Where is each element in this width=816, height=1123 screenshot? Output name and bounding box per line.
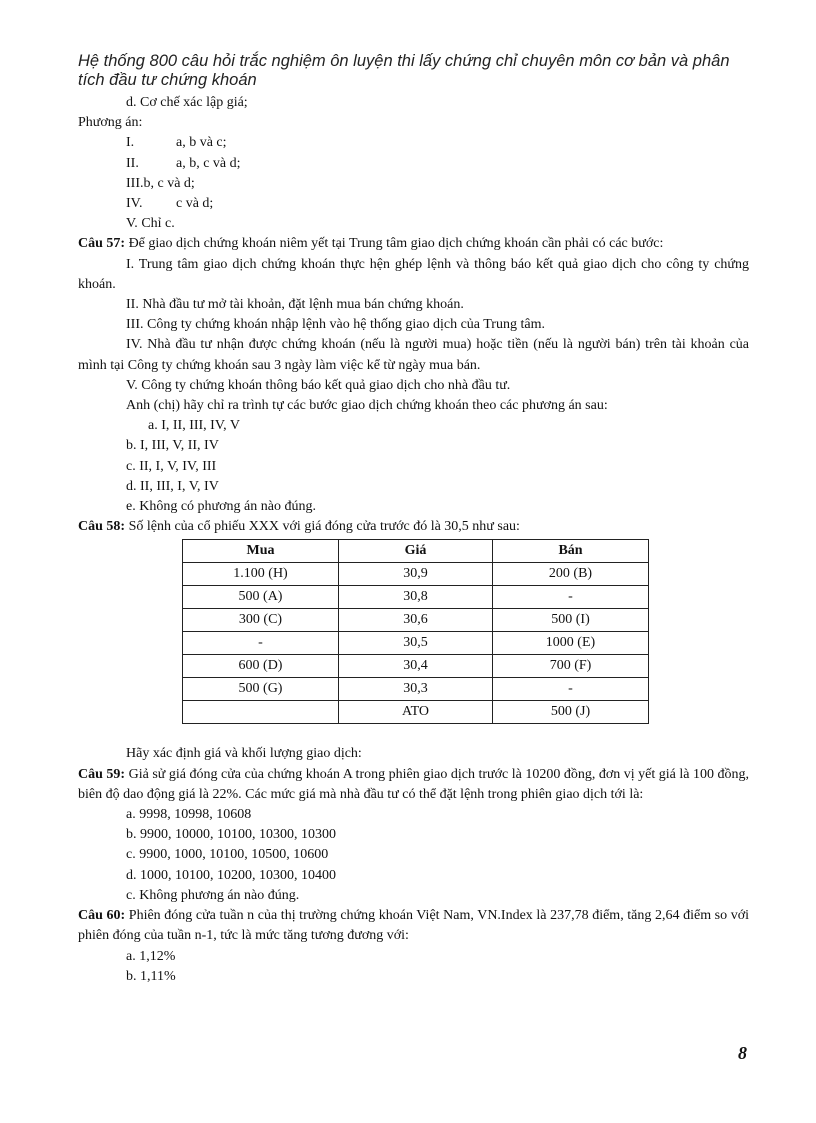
q59-answer: b. 9900, 10000, 10100, 10300, 10300 — [126, 827, 336, 843]
cell-price: ATO — [339, 701, 493, 724]
page-header: Hệ thống 800 câu hỏi trắc nghiệm ôn luyện thi lấy chứng chỉ chuyên môn cơ bản và phân tích đầu tư chứng khoán — [78, 52, 730, 89]
option-number: II. — [126, 155, 139, 171]
option-number: I. — [126, 135, 135, 151]
cell-sell: 200 (B) — [493, 563, 649, 586]
cell-price: 30,3 — [339, 678, 493, 701]
cell-price: 30,5 — [339, 632, 493, 655]
cell-sell: 700 (F) — [493, 655, 649, 678]
option-text: a, b, c và d; — [176, 155, 241, 171]
q59-answer: c. 9900, 1000, 10100, 10500, 10600 — [126, 847, 329, 863]
option-text: c và d; — [176, 196, 214, 212]
phuong-an-option — [78, 214, 749, 234]
q57-step: III. Công ty chứng khoán nhập lệnh vào hệ thống giao dịch của Trung tâm. — [126, 317, 545, 333]
option-d: d. Cơ chế xác lập giá; — [126, 95, 248, 110]
table-header-row — [183, 540, 649, 563]
q60-answer: b. 1,11% — [126, 968, 176, 984]
table-row — [183, 609, 649, 632]
phuong-an-option — [78, 194, 749, 214]
option-text: Chỉ c. — [141, 216, 175, 232]
q57-prompt: Anh (chị) hãy chỉ ra trình tự các bước giao dịch chứng khoán theo các phương án sau: — [126, 398, 608, 414]
option-number: IV. — [126, 196, 143, 212]
q57-answer: e. Không có phương án nào đúng. — [126, 499, 316, 515]
table-row — [183, 701, 649, 724]
question-label: Câu 57: — [78, 236, 126, 252]
question-text: Phiên đóng cửa tuần n của thị trường chứng khoán Việt Nam, VN.Index là 237,78 điểm, tăng 2,64 điểm so với phiên đóng của tuần n-1, tức là mức tăng tương đương với: — [78, 908, 750, 944]
cell-buy: 500 (A) — [183, 586, 339, 609]
question-text: Để giao dịch chứng khoán niêm yết tại Trung tâm giao dịch chứng khoán cần phải có các bước: — [128, 236, 664, 252]
table-row — [183, 655, 649, 678]
q57-answer: d. II, III, I, V, IV — [126, 478, 219, 494]
option-number: V. — [126, 216, 138, 232]
question-text: Giả sử giá đóng cửa của chứng khoán A trong phiên giao dịch trước là 10200 đồng, đơn vị yết giá là 100 đồng, biên độ dao động giá là 22%. Các mức giá mà nhà đầu tư có thể đặt lệnh trong phiên giao dịch tới là: — [78, 766, 749, 802]
phuong-an-label: Phương án: — [78, 115, 143, 131]
question-57 — [78, 234, 749, 254]
q60-answer: a. 1,12% — [126, 948, 176, 964]
cell-sell: 500 (J) — [493, 701, 649, 724]
question-60 — [78, 906, 749, 946]
cell-price: 30,8 — [339, 586, 493, 609]
question-58 — [78, 517, 749, 537]
header-price: Giá — [339, 540, 493, 563]
question-label: Câu 58: — [78, 519, 126, 535]
option-text: b, c và d; — [143, 175, 195, 191]
cell-sell: 1000 (E) — [493, 632, 649, 655]
cell-sell: - — [493, 586, 649, 609]
cell-buy: 500 (G) — [183, 678, 339, 701]
cell-buy: 600 (D) — [183, 655, 339, 678]
cell-price: 30,4 — [339, 655, 493, 678]
question-text: Số lệnh của cổ phiếu XXX với giá đóng cửa trước đó là 30,5 như sau: — [128, 519, 520, 535]
q57-answer: b. I, III, V, II, IV — [126, 438, 219, 454]
phuong-an-option — [78, 174, 749, 194]
cell-price: 30,9 — [339, 563, 493, 586]
cell-buy: 1.100 (H) — [183, 563, 339, 586]
q57-step: IV. Nhà đầu tư nhận được chứng khoán (nếu là người mua) hoặc tiền (nếu là người bán) trên tài khoản của mình tại Công ty chứng khoán sau 3 ngày làm việc kể từ ngày mua bán. — [78, 337, 749, 373]
cell-sell: - — [493, 678, 649, 701]
cell-price: 30,6 — [339, 609, 493, 632]
page-number: 8 — [738, 1043, 747, 1063]
document-body — [78, 93, 749, 987]
phuong-an-option — [78, 154, 749, 174]
cell-buy: - — [183, 632, 339, 655]
q57-step: II. Nhà đầu tư mở tài khoản, đặt lệnh mua bán chứng khoán. — [126, 297, 464, 313]
header-sell: Bán — [493, 540, 649, 563]
q58-ask: Hãy xác định giá và khối lượng giao dịch: — [126, 746, 362, 762]
option-number: III. — [126, 175, 144, 191]
cell-buy: 300 (C) — [183, 609, 339, 632]
table-row — [183, 563, 649, 586]
q59-answer: c. Không phương án nào đúng. — [126, 887, 300, 903]
q57-answer: a. I, II, III, IV, V — [148, 418, 241, 434]
table-row — [183, 632, 649, 655]
phuong-an-option — [78, 133, 749, 153]
question-59 — [78, 765, 749, 805]
table-row — [183, 586, 649, 609]
cell-sell: 500 (I) — [493, 609, 649, 632]
question-label: Câu 60: — [78, 908, 126, 924]
table-row — [183, 678, 649, 701]
q57-answer: c. II, I, V, IV, III — [126, 458, 217, 474]
q59-answer: d. 1000, 10100, 10200, 10300, 10400 — [126, 867, 336, 883]
q59-answer: a. 9998, 10998, 10608 — [126, 807, 252, 823]
q57-step: I. Trung tâm giao dịch chứng khoán thực hện ghép lệnh và thông báo kết quả giao dịch cho công ty chứng khoán. — [78, 256, 749, 292]
option-text: a, b và c; — [176, 135, 227, 151]
question-label: Câu 59: — [78, 766, 126, 782]
header-buy: Mua — [183, 540, 339, 563]
order-book-table — [182, 539, 649, 724]
q57-step: V. Công ty chứng khoán thông báo kết quả giao dịch cho nhà đầu tư. — [126, 377, 511, 393]
cell-buy — [183, 701, 339, 724]
